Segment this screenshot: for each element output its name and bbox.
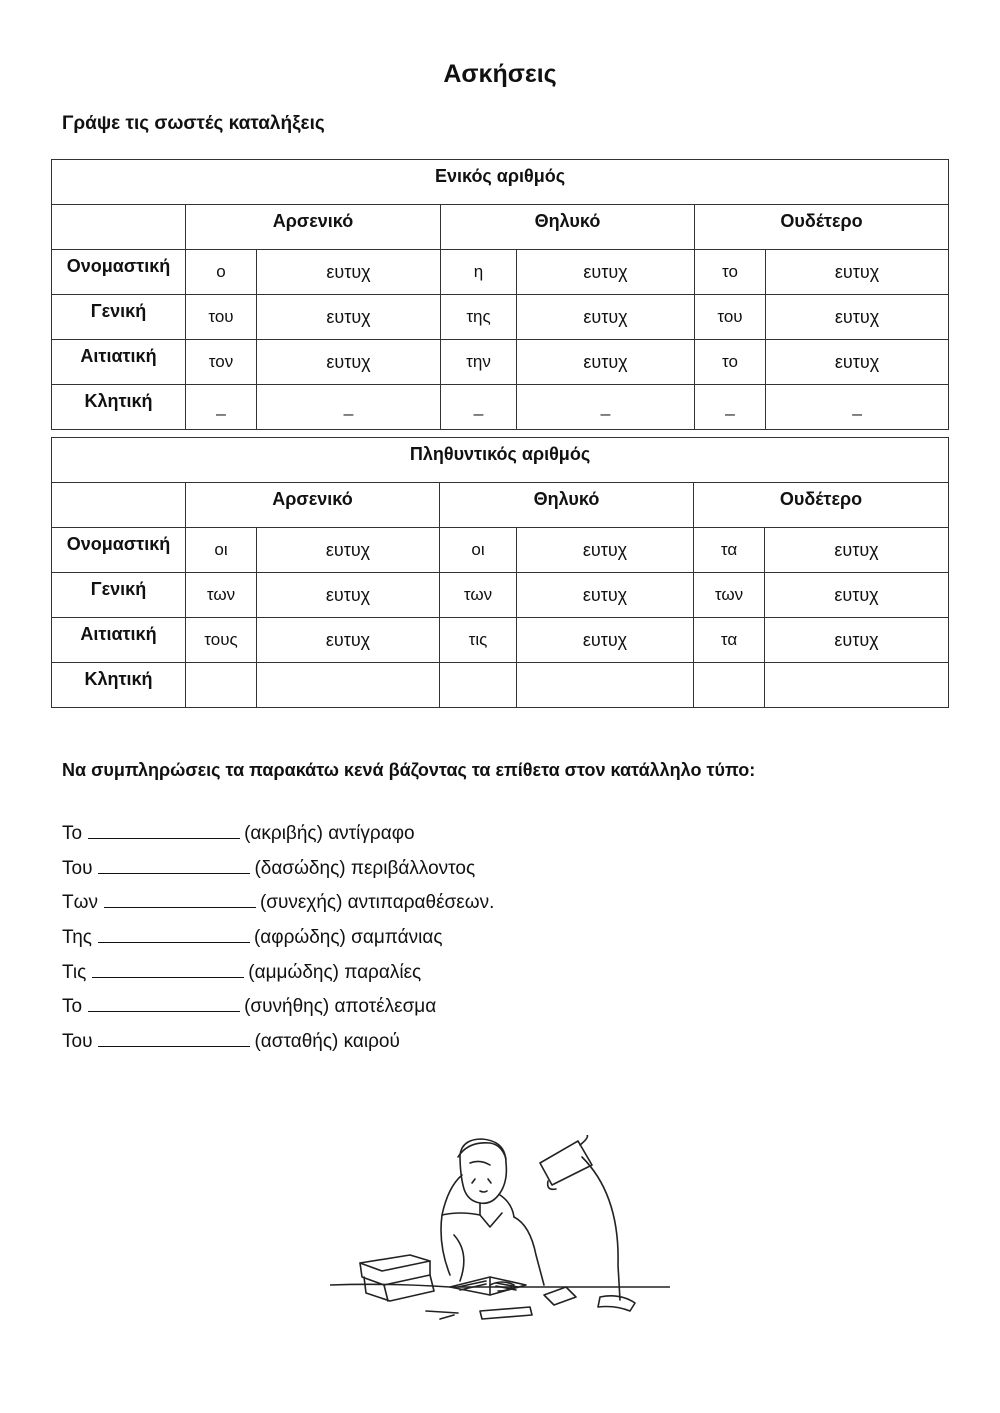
- blank-line[interactable]: [104, 889, 256, 908]
- article-cell: των: [186, 573, 257, 618]
- stem-cell[interactable]: ευτυχ: [517, 340, 695, 385]
- article-cell: την: [441, 340, 517, 385]
- plural-table: [51, 437, 949, 708]
- exercise-article: Των: [62, 892, 98, 914]
- table-caption: Ενικός αριθμός: [52, 160, 949, 205]
- stem-cell[interactable]: ευτυχ: [257, 295, 441, 340]
- stem-cell[interactable]: ευτυχ: [257, 528, 440, 573]
- blank-line[interactable]: [88, 820, 240, 839]
- stem-cell[interactable]: ευτυχ: [766, 250, 949, 295]
- article-cell: τον: [186, 340, 257, 385]
- table-row: [52, 663, 949, 708]
- table-row: [52, 250, 949, 295]
- case-label: Γενική: [52, 295, 186, 340]
- table-caption: Πληθυντικός αριθμός: [52, 438, 949, 483]
- student-illustration-icon: [330, 1135, 670, 1335]
- case-label: Αιτιατική: [52, 340, 186, 385]
- stem-cell[interactable]: ευτυχ: [257, 340, 441, 385]
- list-item: [62, 993, 494, 1028]
- table-row: [52, 340, 949, 385]
- dash-cell: _: [257, 385, 441, 430]
- list-item: [62, 820, 494, 855]
- dash-cell: _: [186, 385, 257, 430]
- dash-cell: _: [695, 385, 766, 430]
- stem-cell[interactable]: ευτυχ: [517, 618, 694, 663]
- dash-cell: _: [517, 385, 695, 430]
- article-cell: η: [441, 250, 517, 295]
- exercise-hint: (ακριβής) αντίγραφο: [244, 823, 415, 844]
- exercise-hint: (ασταθής) καιρού: [254, 1031, 400, 1053]
- stem-cell[interactable]: ευτυχ: [517, 573, 694, 618]
- exercise-article: Της: [62, 927, 92, 949]
- article-cell: τα: [694, 618, 765, 663]
- article-cell: του: [695, 295, 766, 340]
- exercise-hint: (συνεχής) αντιπαραθέσεων.: [259, 892, 495, 914]
- exercise-article: Τις: [62, 961, 87, 983]
- case-label: Κλητική: [52, 385, 186, 430]
- blank-line[interactable]: [98, 1028, 250, 1047]
- article-cell: του: [186, 295, 257, 340]
- empty-cell[interactable]: [186, 663, 257, 708]
- list-item: [62, 924, 494, 959]
- list-item: [62, 855, 494, 890]
- exercise-hint: (αφρώδης) σαμπάνιας: [253, 927, 443, 949]
- article-cell: της: [441, 295, 517, 340]
- gender-masculine: Αρσενικό: [186, 205, 441, 250]
- stem-cell[interactable]: ευτυχ: [517, 250, 695, 295]
- empty-cell[interactable]: [257, 663, 440, 708]
- instruction-endings: Γράψε τις σωστές καταλήξεις: [62, 113, 325, 134]
- exercise-article: Το: [62, 996, 83, 1018]
- singular-table: [51, 159, 949, 430]
- table-row: [52, 528, 949, 573]
- table-row: [52, 618, 949, 663]
- exercise-hint: (αμμώδης) παραλίες: [248, 961, 422, 983]
- article-cell: τα: [694, 528, 765, 573]
- empty-cell[interactable]: [517, 663, 694, 708]
- stem-cell[interactable]: ευτυχ: [765, 618, 949, 663]
- case-label: Γενική: [52, 573, 186, 618]
- list-item: [62, 959, 494, 994]
- empty-cell[interactable]: [765, 663, 949, 708]
- stem-cell[interactable]: ευτυχ: [766, 295, 949, 340]
- stem-cell[interactable]: ευτυχ: [765, 573, 949, 618]
- page-title: Ασκήσεις: [443, 60, 557, 88]
- article-cell: το: [695, 250, 766, 295]
- article-cell: τους: [186, 618, 257, 663]
- gender-neuter: Ουδέτερο: [694, 483, 949, 528]
- table-row: [52, 573, 949, 618]
- exercise-article: Του: [62, 1031, 93, 1053]
- stem-cell[interactable]: ευτυχ: [517, 528, 694, 573]
- blank-line[interactable]: [98, 924, 250, 943]
- empty-cell[interactable]: [694, 663, 765, 708]
- instruction-fill-blanks: Να συμπληρώσεις τα παρακάτω κενά βάζοντας τα επίθετα στον κατάλληλο τύπο:: [62, 760, 756, 780]
- dash-cell: _: [441, 385, 517, 430]
- article-cell: των: [440, 573, 517, 618]
- blank-line[interactable]: [92, 959, 244, 978]
- list-item: [62, 889, 494, 924]
- corner-cell: [52, 205, 186, 250]
- stem-cell[interactable]: ευτυχ: [257, 250, 441, 295]
- blank-line[interactable]: [98, 855, 250, 874]
- article-cell: οι: [186, 528, 257, 573]
- stem-cell[interactable]: ευτυχ: [257, 573, 440, 618]
- case-label: Κλητική: [52, 663, 186, 708]
- gender-feminine: Θηλυκό: [440, 483, 694, 528]
- table-row: [52, 385, 949, 430]
- exercise-article: Το: [62, 823, 83, 844]
- dash-cell: _: [766, 385, 949, 430]
- case-label: Ονομαστική: [52, 250, 186, 295]
- exercise-list: [62, 820, 494, 1063]
- blank-line[interactable]: [88, 993, 240, 1012]
- exercise-article: Του: [62, 857, 93, 879]
- article-cell: τις: [440, 618, 517, 663]
- stem-cell[interactable]: ευτυχ: [517, 295, 695, 340]
- exercise-hint: (συνήθης) αποτέλεσμα: [244, 996, 437, 1018]
- gender-masculine: Αρσενικό: [186, 483, 440, 528]
- stem-cell[interactable]: ευτυχ: [765, 528, 949, 573]
- case-label: Ονομαστική: [52, 528, 186, 573]
- stem-cell[interactable]: ευτυχ: [257, 618, 440, 663]
- stem-cell[interactable]: ευτυχ: [766, 340, 949, 385]
- article-cell: των: [694, 573, 765, 618]
- article-cell: το: [695, 340, 766, 385]
- exercise-hint: (δασώδης) περιβάλλοντος: [254, 857, 476, 879]
- list-item: [62, 1028, 494, 1063]
- article-cell: οι: [440, 528, 517, 573]
- empty-cell[interactable]: [440, 663, 517, 708]
- table-row: [52, 295, 949, 340]
- article-cell: ο: [186, 250, 257, 295]
- case-label: Αιτιατική: [52, 618, 186, 663]
- gender-feminine: Θηλυκό: [441, 205, 695, 250]
- corner-cell: [52, 483, 186, 528]
- gender-neuter: Ουδέτερο: [695, 205, 949, 250]
